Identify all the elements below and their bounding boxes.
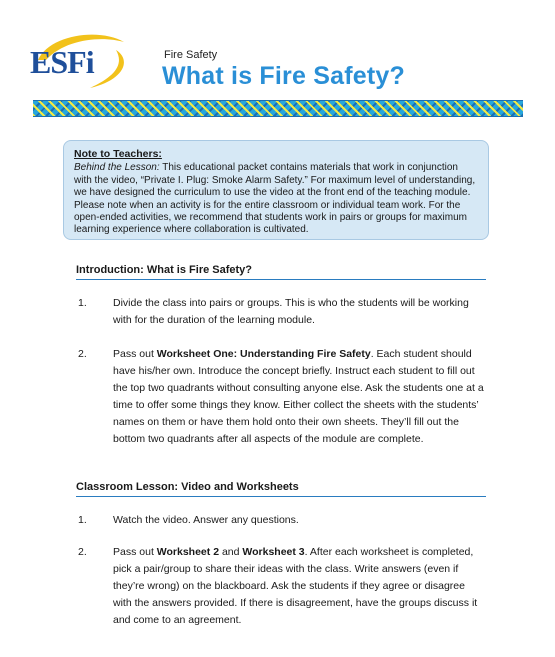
list-item (76, 295, 486, 329)
worksheet-reference: Worksheet One: Understanding Fire Safety (156, 348, 371, 360)
note-lead: Behind the Lesson: (74, 162, 160, 174)
page-title: What is Fire Safety? (162, 62, 405, 90)
list-item (76, 346, 486, 448)
item-text (113, 544, 486, 629)
item-text-pre: Pass out (113, 348, 157, 360)
section-heading-classroom-lesson: Classroom Lesson: Video and Worksheets (76, 481, 486, 497)
list-item (76, 512, 486, 529)
item-text-pre: Pass out (113, 546, 157, 558)
item-number: 1. (78, 514, 87, 526)
item-number: 1. (78, 297, 87, 309)
note-body (74, 162, 478, 236)
item-text: Divide the class into pairs or groups. This is who the students will be working with for the duration of the learning module. (113, 297, 469, 326)
item-number: 2. (78, 546, 87, 558)
teacher-note-box (63, 140, 489, 240)
decorative-chevron-band (33, 100, 523, 117)
note-title: Note to Teachers: (74, 148, 162, 160)
worksheet-reference: Worksheet 2 (156, 546, 220, 558)
worksheet-reference: Worksheet 3 (242, 546, 305, 558)
item-text-mid: and (219, 546, 243, 558)
section-heading-introduction: Introduction: What is Fire Safety? (76, 264, 486, 280)
item-text-rest: . After each worksheet is completed, pick a pair/group to share their ideas with the class. Write answers (even if they’re wrong) on the blackboard. Ask the students if they agree or disagree with the answers provided. If there is disagreement, have the groups discuss it and come to an agreement. (113, 546, 478, 626)
esfi-logo: ESFi (30, 44, 94, 80)
section-kicker: Fire Safety (164, 49, 218, 61)
item-text: Watch the video. Answer any questions. (113, 514, 299, 526)
note-text: This educational packet contains materials that work in conjunction with the video, “Private I. Plug: Smoke Alarm Safety.” For maximum level of understanding, we have designed the curriculum to use the video at the front end of the teaching module. Please note when an activity is for the entire classroom or individual team work. For the open-ended activities, we recommend that students work in pairs or groups for maximum learning experience where collaboration is cultivated. (74, 162, 476, 236)
list-item (76, 544, 486, 629)
item-number: 2. (78, 348, 87, 360)
item-text-rest: . Each student should have his/her own. Introduce the concept briefly. Instruct each student to fill out the top two quadrants without consulting anyone else. Ask the students one at a time to offer some things they know. Either collect the sheets with the students’ names on them or have them hold onto their own sheets. They’ll fill out the bottom two quadrants after all aspects of the module are complete. (113, 348, 484, 445)
item-text (113, 346, 486, 448)
